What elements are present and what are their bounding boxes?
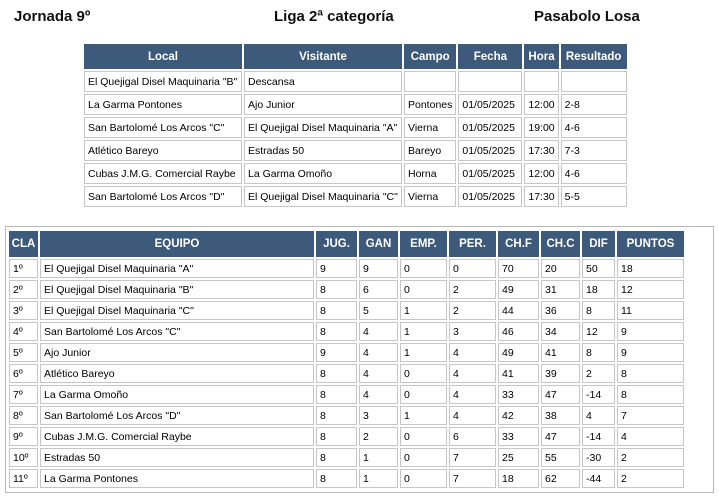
table-row: [9, 364, 684, 383]
gan-cell: 2: [359, 427, 398, 446]
equipo-cell: San Bartolomé Los Arcos "D": [40, 406, 314, 425]
hora-cell: 19:00: [524, 117, 558, 138]
equipo-cell: El Quejigal Disel Maquinaria "A": [40, 259, 314, 278]
table-row: [84, 117, 627, 138]
resultado-cell: 7-3: [561, 140, 627, 161]
table-row: [84, 140, 627, 161]
cla-cell: 6º: [9, 364, 38, 383]
table-row: [9, 322, 684, 341]
fecha-cell: 01/05/2025: [458, 186, 522, 207]
jug-cell: 8: [316, 448, 357, 467]
table-row: [9, 448, 684, 467]
emp-cell: 0: [400, 469, 447, 488]
chf-cell: 25: [498, 448, 539, 467]
col-visitante: Visitante: [244, 44, 402, 69]
per-cell: 2: [449, 280, 496, 299]
cla-cell: 4º: [9, 322, 38, 341]
equipo-cell: Cubas J.M.G. Comercial Raybe: [40, 427, 314, 446]
table-row: [9, 259, 684, 278]
col-campo: Campo: [404, 44, 456, 69]
table-row: [84, 94, 627, 115]
visitante-cell: El Quejigal Disel Maquinaria "C": [244, 186, 402, 207]
jug-cell: 8: [316, 469, 357, 488]
results-header: [84, 44, 627, 69]
resultado-cell: 2-8: [561, 94, 627, 115]
jug-cell: 8: [316, 385, 357, 404]
chf-cell: 49: [498, 343, 539, 362]
equipo-cell: Ajo Junior: [40, 343, 314, 362]
local-cell: El Quejigal Disel Maquinaria "B": [84, 71, 242, 92]
local-cell: San Bartolomé Los Arcos "D": [84, 186, 242, 207]
puntos-cell: 8: [617, 364, 684, 383]
dif-cell: 2: [582, 364, 615, 383]
col-emp: EMP.: [400, 231, 447, 257]
chf-cell: 49: [498, 280, 539, 299]
gan-cell: 4: [359, 385, 398, 404]
col-resultado: Resultado: [561, 44, 627, 69]
per-cell: 4: [449, 406, 496, 425]
table-row: [9, 469, 684, 488]
emp-cell: 1: [400, 343, 447, 362]
equipo-cell: San Bartolomé Los Arcos "C": [40, 322, 314, 341]
chc-cell: 55: [541, 448, 580, 467]
per-cell: 2: [449, 301, 496, 320]
chc-cell: 38: [541, 406, 580, 425]
dif-cell: 8: [582, 343, 615, 362]
campo-cell: Vierna: [404, 186, 456, 207]
visitante-cell: El Quejigal Disel Maquinaria "A": [244, 117, 402, 138]
per-cell: 7: [449, 448, 496, 467]
campo-cell: Horna: [404, 163, 456, 184]
col-chc: CH.C: [541, 231, 580, 257]
chc-cell: 47: [541, 385, 580, 404]
puntos-cell: 9: [617, 322, 684, 341]
table-row: [9, 406, 684, 425]
emp-cell: 0: [400, 448, 447, 467]
chc-cell: 41: [541, 343, 580, 362]
col-dif: DIF: [582, 231, 615, 257]
table-row: [9, 427, 684, 446]
col-hora: Hora: [524, 44, 558, 69]
equipo-cell: Atlético Bareyo: [40, 364, 314, 383]
resultado-cell: 4-6: [561, 163, 627, 184]
chf-cell: 33: [498, 385, 539, 404]
jug-cell: 8: [316, 364, 357, 383]
chf-cell: 70: [498, 259, 539, 278]
puntos-cell: 2: [617, 469, 684, 488]
table-row: [9, 385, 684, 404]
emp-cell: 0: [400, 259, 447, 278]
cla-cell: 7º: [9, 385, 38, 404]
local-cell: Cubas J.M.G. Comercial Raybe: [84, 163, 242, 184]
dif-cell: 8: [582, 301, 615, 320]
hora-cell: [524, 71, 558, 92]
resultado-cell: 4-6: [561, 117, 627, 138]
chc-cell: 36: [541, 301, 580, 320]
equipo-cell: La Garma Omoño: [40, 385, 314, 404]
chc-cell: 34: [541, 322, 580, 341]
fecha-cell: 01/05/2025: [458, 94, 522, 115]
gan-cell: 4: [359, 364, 398, 383]
puntos-cell: 7: [617, 406, 684, 425]
dif-cell: 4: [582, 406, 615, 425]
table-row: [84, 71, 627, 92]
per-cell: 3: [449, 322, 496, 341]
per-cell: 7: [449, 469, 496, 488]
per-cell: 0: [449, 259, 496, 278]
jug-cell: 8: [316, 301, 357, 320]
equipo-cell: La Garma Pontones: [40, 469, 314, 488]
gan-cell: 5: [359, 301, 398, 320]
campo-cell: [404, 71, 456, 92]
cla-cell: 1º: [9, 259, 38, 278]
chf-cell: 33: [498, 427, 539, 446]
dif-cell: -44: [582, 469, 615, 488]
chf-cell: 44: [498, 301, 539, 320]
visitante-cell: La Garma Omoño: [244, 163, 402, 184]
table-row: [84, 186, 627, 207]
col-puntos: PUNTOS: [617, 231, 684, 257]
equipo-cell: El Quejigal Disel Maquinaria "C": [40, 301, 314, 320]
hora-cell: 17:30: [524, 140, 558, 161]
results-table: [82, 42, 629, 209]
local-cell: La Garma Pontones: [84, 94, 242, 115]
chc-cell: 20: [541, 259, 580, 278]
local-cell: Atlético Bareyo: [84, 140, 242, 161]
jug-cell: 8: [316, 406, 357, 425]
standings-table: [7, 229, 686, 490]
visitante-cell: Descansa: [244, 71, 402, 92]
col-equipo: EQUIPO: [40, 231, 314, 257]
campo-cell: Vierna: [404, 117, 456, 138]
puntos-cell: 18: [617, 259, 684, 278]
resultado-cell: [561, 71, 627, 92]
emp-cell: 0: [400, 385, 447, 404]
jug-cell: 8: [316, 427, 357, 446]
emp-cell: 0: [400, 364, 447, 383]
dif-cell: 12: [582, 322, 615, 341]
puntos-cell: 9: [617, 343, 684, 362]
puntos-cell: 12: [617, 280, 684, 299]
visitante-cell: Ajo Junior: [244, 94, 402, 115]
cla-cell: 9º: [9, 427, 38, 446]
gan-cell: 1: [359, 448, 398, 467]
fecha-cell: [458, 71, 522, 92]
jug-cell: 8: [316, 322, 357, 341]
hora-cell: 12:00: [524, 94, 558, 115]
gan-cell: 1: [359, 469, 398, 488]
cla-cell: 5º: [9, 343, 38, 362]
chc-cell: 47: [541, 427, 580, 446]
per-cell: 4: [449, 385, 496, 404]
standings-panel: [5, 226, 714, 493]
per-cell: 4: [449, 364, 496, 383]
visitante-cell: Estradas 50: [244, 140, 402, 161]
per-cell: 4: [449, 343, 496, 362]
fecha-cell: 01/05/2025: [458, 140, 522, 161]
campo-cell: Pontones: [404, 94, 456, 115]
results-body: [84, 71, 627, 207]
dif-cell: -14: [582, 427, 615, 446]
col-gan: GAN: [359, 231, 398, 257]
gan-cell: 6: [359, 280, 398, 299]
table-row: [84, 163, 627, 184]
league-title: Liga 2ª categoría: [274, 8, 394, 25]
emp-cell: 1: [400, 301, 447, 320]
table-row: [9, 343, 684, 362]
standings-header: [9, 231, 684, 257]
col-local: Local: [84, 44, 242, 69]
chf-cell: 41: [498, 364, 539, 383]
emp-cell: 0: [400, 280, 447, 299]
table-row: [9, 280, 684, 299]
campo-cell: Bareyo: [404, 140, 456, 161]
dif-cell: 50: [582, 259, 615, 278]
round-title: Jornada 9º: [14, 8, 91, 25]
resultado-cell: 5-5: [561, 186, 627, 207]
cla-cell: 3º: [9, 301, 38, 320]
jug-cell: 9: [316, 343, 357, 362]
col-per: PER.: [449, 231, 496, 257]
col-chf: CH.F: [498, 231, 539, 257]
dif-cell: -14: [582, 385, 615, 404]
col-fecha: Fecha: [458, 44, 522, 69]
equipo-cell: Estradas 50: [40, 448, 314, 467]
chc-cell: 62: [541, 469, 580, 488]
fecha-cell: 01/05/2025: [458, 163, 522, 184]
gan-cell: 3: [359, 406, 398, 425]
col-jug: JUG.: [316, 231, 357, 257]
puntos-cell: 8: [617, 385, 684, 404]
gan-cell: 9: [359, 259, 398, 278]
dif-cell: -30: [582, 448, 615, 467]
chc-cell: 31: [541, 280, 580, 299]
sport-title: Pasabolo Losa: [534, 8, 640, 25]
jug-cell: 9: [316, 259, 357, 278]
hora-cell: 12:00: [524, 163, 558, 184]
fecha-cell: 01/05/2025: [458, 117, 522, 138]
dif-cell: 18: [582, 280, 615, 299]
cla-cell: 8º: [9, 406, 38, 425]
results-header-row: [84, 44, 627, 69]
standings-body: [9, 259, 684, 488]
gan-cell: 4: [359, 322, 398, 341]
col-cla: CLA: [9, 231, 38, 257]
emp-cell: 1: [400, 322, 447, 341]
chf-cell: 18: [498, 469, 539, 488]
chf-cell: 42: [498, 406, 539, 425]
cla-cell: 10º: [9, 448, 38, 467]
puntos-cell: 11: [617, 301, 684, 320]
table-row: [9, 301, 684, 320]
gan-cell: 4: [359, 343, 398, 362]
jug-cell: 8: [316, 280, 357, 299]
cla-cell: 11º: [9, 469, 38, 488]
chc-cell: 39: [541, 364, 580, 383]
equipo-cell: El Quejigal Disel Maquinaria "B": [40, 280, 314, 299]
emp-cell: 0: [400, 427, 447, 446]
chf-cell: 46: [498, 322, 539, 341]
standings-header-row: [9, 231, 684, 257]
puntos-cell: 4: [617, 427, 684, 446]
cla-cell: 2º: [9, 280, 38, 299]
per-cell: 6: [449, 427, 496, 446]
hora-cell: 17:30: [524, 186, 558, 207]
local-cell: San Bartolomé Los Arcos "C": [84, 117, 242, 138]
emp-cell: 1: [400, 406, 447, 425]
puntos-cell: 2: [617, 448, 684, 467]
